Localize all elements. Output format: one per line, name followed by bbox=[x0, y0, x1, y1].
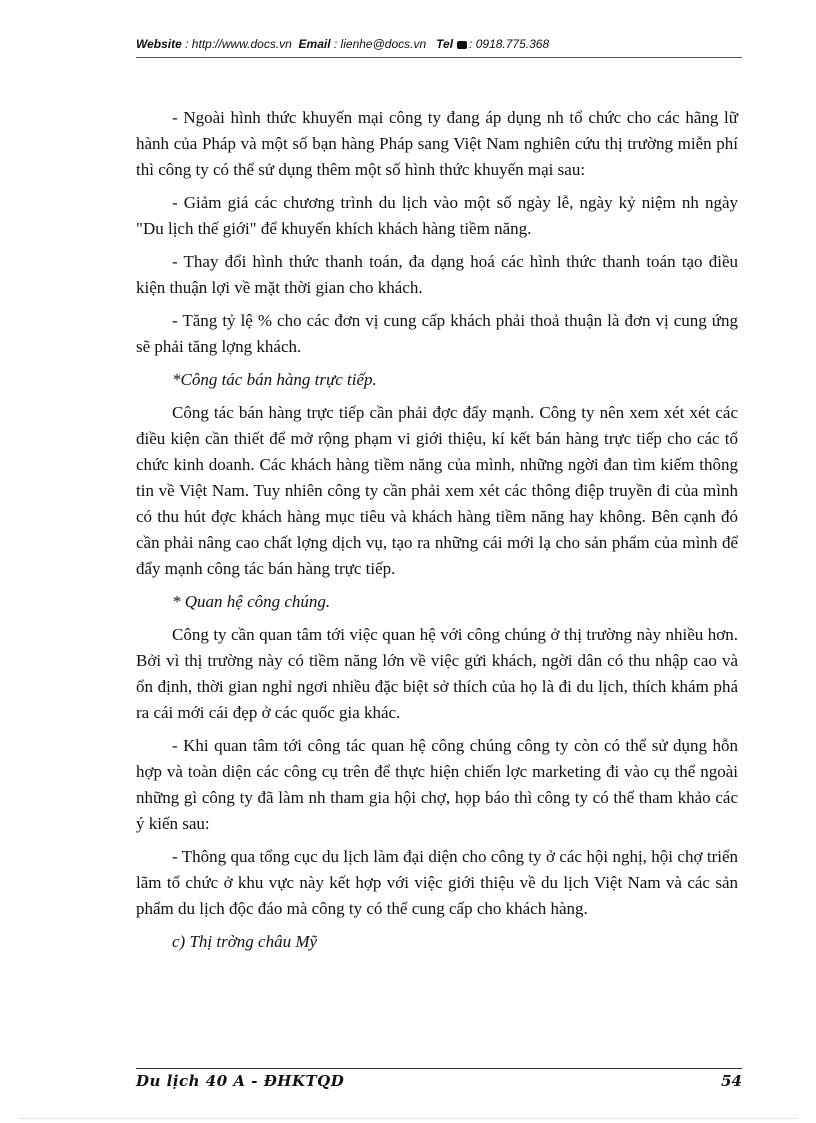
website-value: : http://www.docs.vn bbox=[185, 37, 292, 51]
document-body bbox=[136, 105, 738, 962]
heading-america-market: c) Thị trờng châu Mỹ bbox=[172, 932, 318, 951]
email-value: : lienhe@docs.vn bbox=[333, 37, 427, 51]
paragraph-tourism-bureau: - Thông qua tổng cục du lịch làm đại diện cho công ty ở các hội nghị, hội chợ triển lãm tổ chức ở khu vực này kết hợp với việc giới thiệu về du lịch Việt Nam và các sản phẩm du lịch độc đáo mà công ty có thể cung cấp cho khách hàng. bbox=[136, 847, 738, 918]
footer-divider bbox=[136, 1068, 742, 1069]
paragraph-payment: - Thay đổi hình thức thanh toán, đa dạng hoá các hình thức thanh toán tạo điều kiện thuận lợi về mặt thời gian cho khách. bbox=[136, 252, 738, 297]
paragraph-promotion-intro: - Ngoài hình thức khuyến mại công ty đang áp dụng nh tổ chức cho các hãng lữ hành của Pháp và một số bạn hàng Pháp sang Việt Nam nghiên cứu thị trường miễn phí thì công ty có thể sử dụng thêm một số hình thức khuyến mại sau: bbox=[136, 108, 738, 179]
page-header bbox=[136, 37, 742, 51]
heading-public-relations: * Quan hệ công chúng. bbox=[172, 592, 331, 611]
phone-icon bbox=[457, 41, 467, 49]
header-divider bbox=[136, 57, 742, 58]
paragraph-pr-tools: - Khi quan tâm tới công tác quan hệ công chúng công ty còn có thể sử dụng hỗn hợp và toàn diện các công cụ trên để thực hiện chiến lợc marketing đi vào cụ thể ngoài những gì công ty đã làm nh tham gia hội chợ, họp báo thì công ty có thể tham khảo các ý kiến sau: bbox=[136, 736, 738, 833]
paragraph-commission: - Tăng tỷ lệ % cho các đơn vị cung cấp khách phải thoả thuận là đơn vị cung ứng sẽ phải tăng lợng khách. bbox=[136, 311, 738, 356]
paragraph-discount: - Giảm giá các chương trình du lịch vào một số ngày lễ, ngày kỷ niệm nh ngày "Du lịch thế giới" để khuyến khích khách hàng tiềm năng. bbox=[136, 193, 738, 238]
footer-course-label: Du lịch 40 A - ĐHKTQD bbox=[136, 1072, 345, 1090]
page-bottom-border bbox=[20, 1118, 796, 1119]
tel-value: : 0918.775.368 bbox=[469, 37, 550, 51]
email-label: Email bbox=[298, 37, 331, 51]
heading-direct-sales: *Công tác bán hàng trực tiếp. bbox=[172, 370, 377, 389]
paragraph-public-relations: Công ty cần quan tâm tới việc quan hệ với công chúng ở thị trường này nhiều hơn. Bởi vì thị trường này có tiềm năng lớn về việc gửi khách, ngời dân có thu nhập cao và ổn định, thời gian nghỉ ngơi nhiều đặc biệt sở thích của họ là đi du lịch, thích khám phá ra cái mới cái đẹp ở các quốc gia khác. bbox=[136, 625, 738, 722]
page-number: 54 bbox=[721, 1072, 742, 1090]
website-label: Website bbox=[136, 37, 182, 51]
tel-label: Tel bbox=[436, 37, 454, 51]
paragraph-direct-sales: Công tác bán hàng trực tiếp cần phải đợc đẩy mạnh. Công ty nên xem xét xét các điều kiện cần thiết để mở rộng phạm vi giới thiệu, kí kết bán hàng trực tiếp cho các tổ chức kinh doanh. Các khách hàng tiềm năng của mình, những ngời đan tìm kiếm thông tin về Việt Nam. Tuy nhiên công ty cần phải xem xét các thông điệp truyền đi của mình có thu hút đợc khách hàng mục tiêu và khách hàng tiềm năng hay không. Bên cạnh đó cần phải nâng cao chất lợng dịch vụ, tạo ra những cái mới lạ cho sản phẩm của mình để đẩy mạnh công tác bán hàng trực tiếp. bbox=[136, 403, 738, 578]
